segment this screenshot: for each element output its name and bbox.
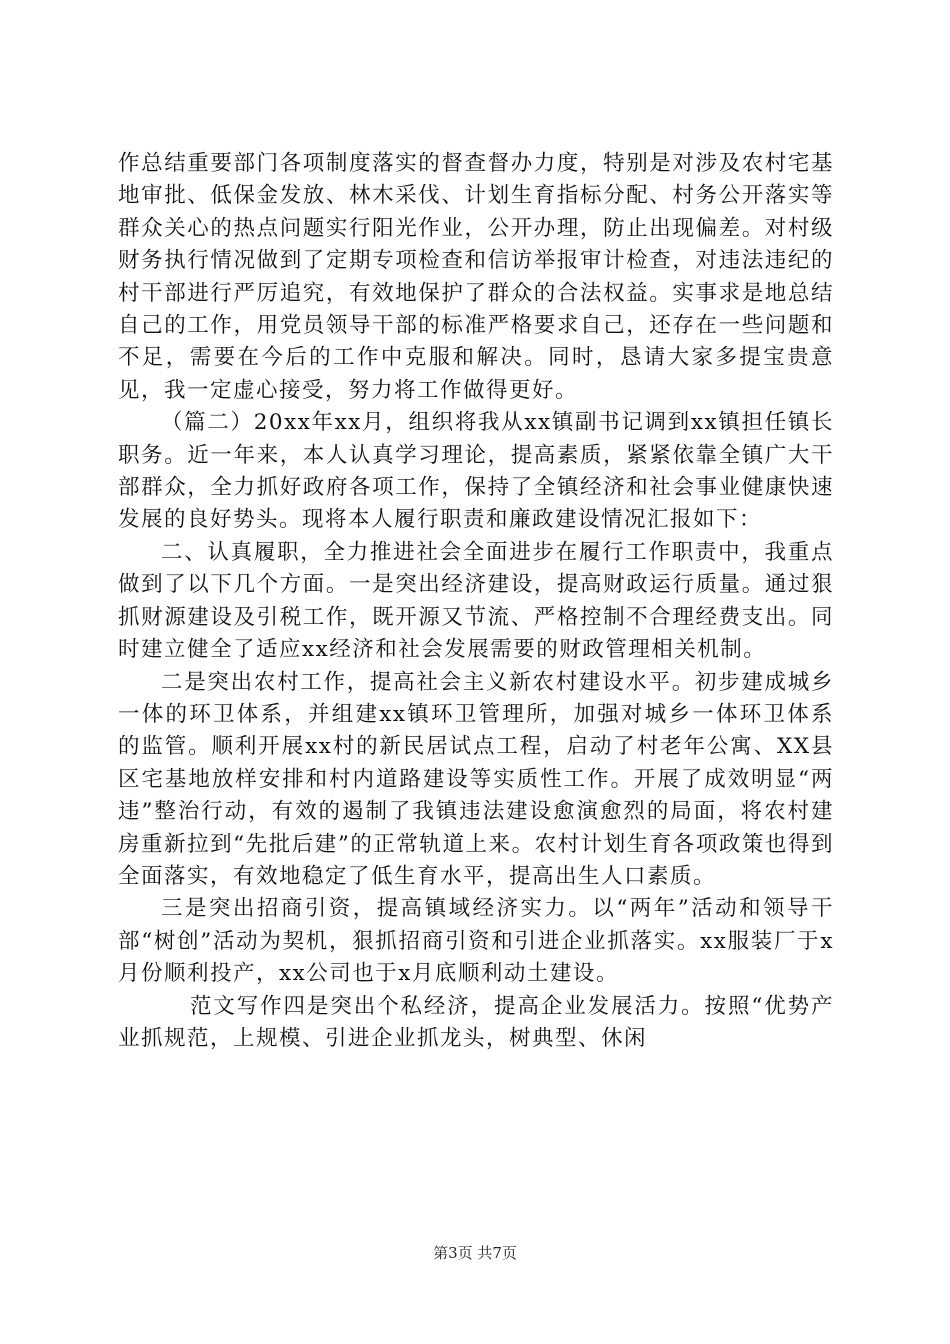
page-number-footer: 第3页 共7页 xyxy=(433,1244,517,1262)
paragraph-continuation: 作总结重要部门各项制度落实的督查督办力度，特别是对涉及农村宅基地审批、低保金发放、林木采伐、计划生育指标分配、村务公开落实等群众关心的热点问题实行阳光作业，公开办理，防止出现偏差。对村级财务执行情况做到了定期专项检查和信访举报审计检查，对违法违纪的村干部进行严厉追究，有效地保护了群众的合法权益。实事求是地总结自己的工作，用党员领导干部的标准严格要求自己，还存在一些问题和不足，需要在今后的工作中克服和解决。同时，恳请大家多提宝贵意见，我一定虚心接受，努力将工作做得更好。 xyxy=(118,151,834,403)
paragraph-investment: 三是突出招商引资，提高镇域经济实力。以“两年”活动和领导干部“树创”活动为契机，狠抓招商引资和引进企业抓落实。xx服装厂于x月份顺利投产，xx公司也于x月底顺利动土建设。 xyxy=(118,896,834,987)
paragraph-rural-work: 二是突出农村工作，提高社会主义新农村建设水平。初步建成城乡一体的环卫体系，并组建xx镇环卫管理所，加强对城乡一体环卫体系的监管。顺利开展xx村的新民居试点工程，启动了村老年公寓、XX县区宅基地放样安排和村内道路建设等实质性工作。开展了成效明显“两违”整治行动，有效的遏制了我镇违法建设愈演愈烈的局面，将农村建房重新拉到“先批后建”的正常轨道上来。农村计划生育各项政策也得到全面落实，有效地稳定了低生育水平，提高出生人口素质。 xyxy=(118,669,834,889)
document-body xyxy=(118,148,834,1055)
paragraph-section-two: 二、认真履职，全力推进社会全面进步在履行工作职责中，我重点做到了以下几个方面。一是突出经济建设，提高财政运行质量。通过狠抓财源建设及引税工作，既开源又节流、严格控制不合理经费支出。同时建立健全了适应xx经济和社会发展需要的财政管理相关机制。 xyxy=(118,539,834,663)
paragraph-private-economy: 范文写作四是突出个私经济，提高企业发展活力。按照“优势产业抓规范，上规模、引进企业抓龙头，树典型、休闲 xyxy=(118,993,834,1051)
paragraph-part-two-intro: （篇二）20xx年xx月，组织将我从xx镇副书记调到xx镇担任镇长职务。近一年来，本人认真学习理论，提高素质，紧紧依靠全镇广大干部群众，全力抓好政府各项工作，保持了全镇经济和社会事业健康快速发展的良好势头。现将本人履行职责和廉政建设情况汇报如下： xyxy=(118,410,834,533)
